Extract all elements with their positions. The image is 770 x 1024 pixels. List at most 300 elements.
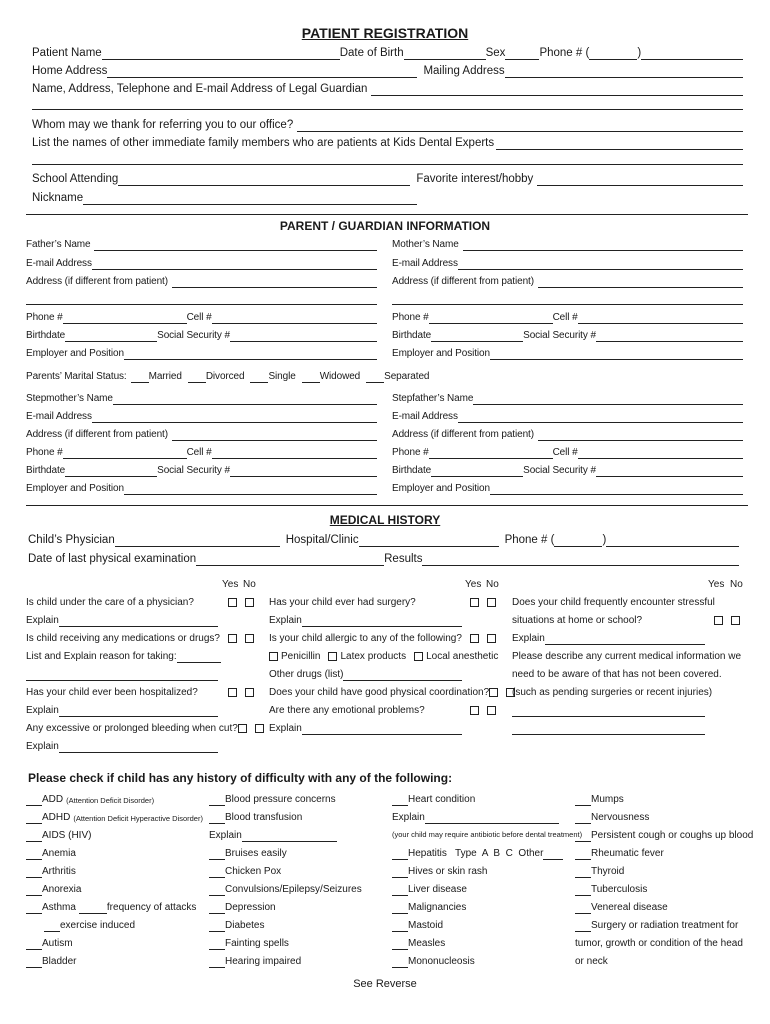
condition-checkline[interactable] bbox=[392, 866, 408, 878]
checkbox-no[interactable] bbox=[255, 724, 264, 733]
q-coordination-label: Does your child have good physical coordination? bbox=[269, 687, 490, 698]
stepmother-name-row bbox=[26, 392, 377, 405]
condition-label: exercise induced bbox=[60, 920, 136, 931]
father-email-field[interactable] bbox=[92, 258, 377, 270]
guardian-field[interactable] bbox=[371, 84, 743, 96]
condition-measles bbox=[392, 937, 445, 950]
guardian-label: Name, Address, Telephone and E-mail Address of Legal Guardian bbox=[32, 83, 368, 95]
condition-add bbox=[26, 793, 154, 806]
mother-email-label: E-mail Address bbox=[392, 258, 458, 269]
checkbox-yes[interactable] bbox=[489, 688, 498, 697]
patient-name-label: Patient Name bbox=[32, 47, 102, 59]
checkbox-no[interactable] bbox=[245, 598, 254, 607]
q-hospitalized-label: Has your child ever been hospitalized? bbox=[26, 687, 198, 698]
father-ssn-label: Social Security # bbox=[157, 330, 230, 341]
widowed-label: Widowed bbox=[319, 371, 361, 382]
hobby-label: Favorite interest/hobby bbox=[416, 173, 534, 185]
school-label: School Attending bbox=[32, 173, 119, 185]
checkbox-no[interactable] bbox=[245, 634, 254, 643]
hospital-label: Hospital/Clinic bbox=[285, 534, 359, 546]
father-birthdate-field[interactable] bbox=[65, 330, 157, 342]
referral-field[interactable] bbox=[297, 120, 743, 132]
anesthetic-checkbox[interactable] bbox=[414, 652, 423, 661]
physician-field[interactable] bbox=[115, 535, 280, 547]
patient-row-5 bbox=[32, 136, 743, 150]
condition-checkline[interactable] bbox=[575, 866, 591, 878]
father-name-field[interactable] bbox=[94, 239, 377, 251]
stepmother-ssn-field[interactable] bbox=[230, 465, 377, 477]
condition-checkline[interactable] bbox=[26, 956, 42, 968]
checkbox-no[interactable] bbox=[487, 706, 496, 715]
antibiotic-note-row bbox=[392, 829, 582, 840]
condition-checkline[interactable] bbox=[209, 866, 225, 878]
results-field[interactable] bbox=[422, 554, 739, 566]
married-label: Married bbox=[148, 371, 182, 382]
condition-venereal bbox=[575, 901, 668, 914]
condition-label: Chicken Pox bbox=[225, 866, 282, 877]
condition-cough bbox=[575, 829, 753, 842]
marital-status-row bbox=[26, 370, 429, 383]
condition-label: Bladder bbox=[42, 956, 77, 967]
widowed-field[interactable] bbox=[302, 371, 320, 383]
exam-row bbox=[28, 552, 739, 566]
condition-label: Mumps bbox=[591, 794, 624, 805]
medications-reason-row bbox=[26, 650, 221, 663]
parent-section-heading: PARENT / GUARDIAN INFORMATION bbox=[279, 219, 491, 233]
condition-label: Surgery or radiation treatment for bbox=[591, 920, 739, 931]
condition-checkline[interactable] bbox=[392, 956, 408, 968]
mailing-address-field[interactable] bbox=[505, 66, 743, 78]
conditions-heading: Please check if child has any history of difficulty with any of the following: bbox=[28, 771, 453, 785]
condition-autism bbox=[26, 937, 73, 950]
patient-row-7 bbox=[32, 191, 417, 205]
condition-label: Blood transfusion bbox=[225, 812, 303, 823]
phone-area-field[interactable] bbox=[589, 48, 637, 60]
sex-field[interactable] bbox=[505, 48, 539, 60]
condition-label: Venereal disease bbox=[591, 902, 668, 913]
medical-phone-label: Phone # ( bbox=[504, 534, 555, 546]
family-field[interactable] bbox=[496, 138, 743, 150]
checkbox-yes[interactable] bbox=[228, 688, 237, 697]
stepmother-birthdate-label: Birthdate bbox=[26, 465, 66, 476]
last-exam-label: Date of last physical examination bbox=[28, 553, 197, 565]
stepmother-email-label: E-mail Address bbox=[26, 411, 92, 422]
mother-address-field[interactable] bbox=[538, 276, 743, 288]
stepfather-employer-row bbox=[392, 482, 743, 495]
condition-hepatitis bbox=[392, 847, 563, 860]
checkbox-yes[interactable] bbox=[238, 724, 247, 733]
mother-email-field[interactable] bbox=[458, 258, 743, 270]
hepatitis-other-field[interactable] bbox=[543, 848, 563, 860]
patient-row-4 bbox=[32, 118, 743, 132]
checkbox-yes[interactable] bbox=[228, 634, 237, 643]
antibiotic-note: (your child may require antibiotic before dental treatment) bbox=[392, 830, 583, 839]
explain-field[interactable] bbox=[59, 741, 218, 753]
medications-reason-field-2[interactable] bbox=[26, 680, 218, 681]
single-field[interactable] bbox=[250, 371, 268, 383]
condition-label: Mononucleosis bbox=[408, 956, 475, 967]
condition-mastoid bbox=[392, 919, 443, 932]
dob-field[interactable] bbox=[404, 48, 486, 60]
patient-name-field[interactable] bbox=[102, 48, 340, 60]
condition-aids bbox=[26, 829, 91, 842]
condition-heart bbox=[392, 793, 475, 806]
mother-cell-label: Cell # bbox=[552, 312, 578, 323]
stepfather-name-label: Stepfather’s Name bbox=[392, 393, 474, 404]
surgery-radiation-line-2: tumor, growth or condition of the head bbox=[575, 938, 743, 949]
referral-label: Whom may we thank for referring you to our office? bbox=[32, 119, 294, 131]
explain-field[interactable] bbox=[545, 633, 705, 645]
home-address-field[interactable] bbox=[107, 66, 417, 78]
stepmother-address-field[interactable] bbox=[172, 429, 377, 441]
q-emotional-label: Are there any emotional problems? bbox=[269, 705, 425, 716]
physician-row bbox=[28, 533, 739, 547]
condition-label: Hearing impaired bbox=[225, 956, 302, 967]
condition-hearing bbox=[209, 955, 301, 968]
sex-label: Sex bbox=[485, 47, 506, 59]
stepmother-employer-label: Employer and Position bbox=[26, 483, 124, 494]
father-name-row bbox=[26, 238, 377, 251]
father-address-row bbox=[26, 275, 377, 288]
stepfather-email-label: E-mail Address bbox=[392, 411, 458, 422]
q-under-care-label: Is child under the care of a physician? bbox=[26, 597, 194, 608]
mother-address-field-2[interactable] bbox=[392, 304, 743, 305]
stepfather-employer-field[interactable] bbox=[490, 483, 743, 495]
explain-field[interactable] bbox=[242, 830, 337, 842]
condition-transfusion bbox=[209, 811, 302, 824]
checkbox-no[interactable] bbox=[731, 616, 740, 625]
condition-checkline[interactable] bbox=[392, 884, 408, 896]
q-stress-line-1 bbox=[512, 596, 715, 609]
section-divider bbox=[26, 214, 748, 215]
condition-hives bbox=[392, 865, 487, 878]
checkbox-yes[interactable] bbox=[228, 598, 237, 607]
condition-label: Fainting spells bbox=[225, 938, 289, 949]
nickname-label: Nickname bbox=[32, 192, 84, 204]
condition-checkline[interactable] bbox=[26, 938, 42, 950]
family-field-2[interactable] bbox=[32, 164, 743, 165]
condition-label: Anorexia bbox=[42, 884, 82, 895]
father-name-label: Father’s Name bbox=[26, 239, 91, 250]
guardian-field-2[interactable] bbox=[32, 109, 743, 110]
checkbox-yes[interactable] bbox=[470, 706, 479, 715]
q-stress-line-2 bbox=[512, 614, 740, 627]
hospital-field[interactable] bbox=[359, 535, 499, 547]
stepmother-cell-field[interactable] bbox=[212, 447, 377, 459]
explain-label: Explain bbox=[269, 723, 302, 734]
dob-label: Date of Birth bbox=[339, 47, 404, 59]
q-stress-label: Does your child frequently encounter stressful bbox=[512, 597, 715, 608]
condition-checkline[interactable] bbox=[26, 866, 42, 878]
surgery-radiation-line-3: or neck bbox=[575, 956, 608, 967]
condition-checkline[interactable] bbox=[392, 920, 408, 932]
condition-label: Rheumatic fever bbox=[591, 848, 664, 859]
father-ssn-field[interactable] bbox=[230, 330, 377, 342]
results-label: Results bbox=[384, 553, 423, 565]
condition-blood-pressure bbox=[209, 793, 336, 806]
q-bleeding bbox=[26, 722, 254, 735]
explain-row bbox=[269, 614, 462, 627]
condition-checkline[interactable] bbox=[392, 794, 408, 806]
condition-checkline[interactable] bbox=[575, 902, 591, 914]
father-cell-label: Cell # bbox=[186, 312, 212, 323]
patient-row-3 bbox=[32, 82, 743, 96]
divorced-label: Divorced bbox=[205, 371, 245, 382]
stepmother-phone-field[interactable] bbox=[63, 447, 187, 459]
stepmother-birthdate-field[interactable] bbox=[65, 465, 157, 477]
condition-label: Tuberculosis bbox=[591, 884, 648, 895]
condition-checkline[interactable] bbox=[209, 812, 225, 824]
explain-label: Explain bbox=[209, 830, 242, 841]
condition-checkline[interactable] bbox=[575, 830, 591, 842]
mother-address-row bbox=[392, 275, 743, 288]
q-bleeding-label: Any excessive or prolonged bleeding when cut? bbox=[26, 723, 238, 734]
condition-checkline[interactable] bbox=[26, 794, 42, 806]
explain-row bbox=[512, 632, 705, 645]
checkbox-no[interactable] bbox=[245, 688, 254, 697]
current-info-line-3: (such as pending surgeries or recent injuries) bbox=[512, 687, 713, 698]
explain-label: Explain bbox=[26, 615, 59, 626]
father-employer-label: Employer and Position bbox=[26, 348, 124, 359]
condition-checkline[interactable] bbox=[392, 938, 408, 950]
condition-checkline[interactable] bbox=[209, 794, 225, 806]
father-address-field-2[interactable] bbox=[26, 304, 377, 305]
stepfather-birthdate-field[interactable] bbox=[431, 465, 523, 477]
yes-header: Yes bbox=[222, 579, 239, 590]
latex-checkbox[interactable] bbox=[328, 652, 337, 661]
stepfather-phone-label: Phone # bbox=[392, 447, 429, 458]
checkbox-yes[interactable] bbox=[470, 598, 479, 607]
q-allergic bbox=[269, 632, 496, 645]
condition-label: Heart condition bbox=[408, 794, 476, 805]
condition-exercise-induced bbox=[44, 919, 135, 932]
medical-phone-close: ) bbox=[602, 534, 607, 546]
condition-bladder bbox=[26, 955, 76, 968]
other-drugs-row bbox=[269, 668, 462, 681]
condition-label: Depression bbox=[225, 902, 276, 913]
condition-mumps bbox=[575, 793, 624, 806]
explain-field[interactable] bbox=[302, 615, 462, 627]
condition-liver bbox=[392, 883, 467, 896]
separated-label: Separated bbox=[384, 371, 430, 382]
penicillin-checkbox[interactable] bbox=[269, 652, 278, 661]
checkbox-yes[interactable] bbox=[470, 634, 479, 643]
phone-close: ) bbox=[637, 47, 642, 59]
mother-ssn-field[interactable] bbox=[596, 330, 743, 342]
condition-checkline[interactable] bbox=[209, 920, 225, 932]
nickname-field[interactable] bbox=[83, 193, 417, 205]
stepfather-name-row bbox=[392, 392, 743, 405]
mother-name-field[interactable] bbox=[463, 239, 743, 251]
medical-phone-area-field[interactable] bbox=[554, 535, 602, 547]
q-stress-label-2: situations at home or school? bbox=[512, 615, 643, 626]
condition-checkline[interactable] bbox=[575, 884, 591, 896]
anesthetic-label: Local anesthetic bbox=[426, 651, 499, 662]
married-field[interactable] bbox=[131, 371, 149, 383]
separated-field[interactable] bbox=[366, 371, 384, 383]
mother-ssn-label: Social Security # bbox=[523, 330, 596, 341]
stepfather-cell-label: Cell # bbox=[552, 447, 578, 458]
condition-anorexia bbox=[26, 883, 81, 896]
no-header: No bbox=[730, 579, 743, 590]
phone-label: Phone # ( bbox=[539, 47, 590, 59]
condition-depression bbox=[209, 901, 276, 914]
family-label: List the names of other immediate family members who are patients at Kids Dental Experts bbox=[32, 137, 495, 149]
condition-checkline[interactable] bbox=[26, 830, 42, 842]
condition-mono bbox=[392, 955, 475, 968]
hobby-field[interactable] bbox=[537, 174, 743, 186]
mother-email-row bbox=[392, 257, 743, 270]
q-allergic-label: Is your child allergic to any of the following? bbox=[269, 633, 462, 644]
father-birth-row bbox=[26, 329, 377, 342]
stepmother-email-field[interactable] bbox=[92, 411, 377, 423]
mother-phone-field[interactable] bbox=[429, 312, 553, 324]
q-surgery bbox=[269, 596, 496, 609]
stepmother-name-field[interactable] bbox=[113, 393, 377, 405]
stepfather-address-label: Address (if different from patient) bbox=[392, 429, 534, 440]
medications-reason-field[interactable] bbox=[177, 651, 221, 663]
condition-thyroid bbox=[575, 865, 624, 878]
condition-label: AIDS (HIV) bbox=[42, 830, 92, 841]
current-info-field-2[interactable] bbox=[512, 734, 705, 735]
checkbox-no[interactable] bbox=[487, 634, 496, 643]
condition-checkline[interactable] bbox=[26, 902, 42, 914]
father-phone-field[interactable] bbox=[63, 312, 187, 324]
condition-bruises bbox=[209, 847, 287, 860]
other-drugs-field[interactable] bbox=[343, 669, 462, 681]
stepmother-address-row bbox=[26, 428, 377, 441]
condition-label: Mastoid bbox=[408, 920, 444, 931]
checkbox-yes[interactable] bbox=[714, 616, 723, 625]
current-info-line-1: Please describe any current medical information we bbox=[512, 651, 741, 662]
marital-status-label: Parents’ Marital Status: bbox=[26, 371, 127, 382]
stepmother-name-label: Stepmother’s Name bbox=[26, 393, 113, 404]
father-birthdate-label: Birthdate bbox=[26, 330, 66, 341]
mailing-address-label: Mailing Address bbox=[423, 65, 505, 77]
condition-note: (Attention Deficit Hyperactive Disorder) bbox=[73, 814, 203, 823]
condition-label: Hives or skin rash bbox=[408, 866, 488, 877]
stepfather-phone-row bbox=[392, 446, 743, 459]
patient-row-1 bbox=[32, 46, 743, 60]
explain-field[interactable] bbox=[302, 723, 462, 735]
condition-tb bbox=[575, 883, 647, 896]
mother-employer-label: Employer and Position bbox=[392, 348, 490, 359]
condition-checkline[interactable] bbox=[26, 848, 42, 860]
condition-checkline[interactable] bbox=[209, 938, 225, 950]
condition-checkline[interactable] bbox=[209, 902, 225, 914]
condition-malignancies bbox=[392, 901, 466, 914]
stepmother-cell-label: Cell # bbox=[186, 447, 212, 458]
asthma-frequency-field[interactable] bbox=[79, 902, 107, 914]
father-email-label: E-mail Address bbox=[26, 258, 92, 269]
condition-checkline[interactable] bbox=[575, 848, 591, 860]
heart-explain-row bbox=[392, 811, 559, 824]
explain-label: Explain bbox=[512, 633, 545, 644]
father-employer-field[interactable] bbox=[124, 348, 377, 360]
condition-chicken-pox bbox=[209, 865, 281, 878]
father-phone-row bbox=[26, 311, 377, 324]
stepfather-email-field[interactable] bbox=[458, 411, 743, 423]
stepmother-employer-field[interactable] bbox=[124, 483, 377, 495]
condition-checkline[interactable] bbox=[209, 848, 225, 860]
condition-checkline[interactable] bbox=[392, 848, 408, 860]
see-reverse-note: See Reverse bbox=[353, 978, 417, 990]
stepfather-phone-field[interactable] bbox=[429, 447, 553, 459]
patient-row-2 bbox=[32, 64, 743, 78]
q-emotional bbox=[269, 704, 496, 717]
condition-checkline[interactable] bbox=[44, 920, 60, 932]
stepfather-cell-field[interactable] bbox=[578, 447, 743, 459]
condition-label: ADD bbox=[42, 794, 64, 805]
checkbox-no[interactable] bbox=[487, 598, 496, 607]
phone-field[interactable] bbox=[641, 48, 743, 60]
condition-checkline[interactable] bbox=[575, 794, 591, 806]
condition-checkline[interactable] bbox=[209, 956, 225, 968]
q-medications bbox=[26, 632, 254, 645]
mother-birth-row bbox=[392, 329, 743, 342]
condition-adhd bbox=[26, 811, 203, 824]
stepfather-address-row bbox=[392, 428, 743, 441]
condition-label: Bruises easily bbox=[225, 848, 287, 859]
mother-phone-label: Phone # bbox=[392, 312, 429, 323]
condition-checkline[interactable] bbox=[26, 884, 42, 896]
explain-label: Explain bbox=[392, 812, 425, 823]
explain-field[interactable] bbox=[425, 812, 559, 824]
divorced-field[interactable] bbox=[188, 371, 206, 383]
stepfather-ssn-label: Social Security # bbox=[523, 465, 596, 476]
condition-label: Autism bbox=[42, 938, 73, 949]
stepmother-phone-label: Phone # bbox=[26, 447, 63, 458]
stepmother-employer-row bbox=[26, 482, 377, 495]
school-field[interactable] bbox=[118, 174, 410, 186]
mother-birthdate-field[interactable] bbox=[431, 330, 523, 342]
condition-checkline[interactable] bbox=[26, 812, 42, 824]
mother-cell-field[interactable] bbox=[578, 312, 743, 324]
condition-checkline[interactable] bbox=[209, 884, 225, 896]
condition-checkline[interactable] bbox=[575, 920, 591, 932]
mother-employer-field[interactable] bbox=[490, 348, 743, 360]
condition-checkline[interactable] bbox=[392, 902, 408, 914]
stepfather-ssn-field[interactable] bbox=[596, 465, 743, 477]
father-address-field[interactable] bbox=[172, 276, 377, 288]
condition-label: Liver disease bbox=[408, 884, 467, 895]
explain-row bbox=[26, 740, 218, 753]
condition-label: Diabetes bbox=[225, 920, 265, 931]
condition-diabetes bbox=[209, 919, 264, 932]
physician-label: Child’s Physician bbox=[28, 534, 115, 546]
condition-checkline[interactable] bbox=[575, 812, 591, 824]
explain-field[interactable] bbox=[59, 705, 218, 717]
stepfather-name-field[interactable] bbox=[473, 393, 743, 405]
medical-phone-field[interactable] bbox=[606, 535, 739, 547]
stepfather-address-field[interactable] bbox=[538, 429, 743, 441]
father-employer-row bbox=[26, 347, 377, 360]
explain-label: Explain bbox=[269, 615, 302, 626]
condition-anemia bbox=[26, 847, 76, 860]
mother-address-label: Address (if different from patient) bbox=[392, 276, 534, 287]
last-exam-field[interactable] bbox=[196, 554, 384, 566]
condition-asthma bbox=[26, 901, 196, 914]
explain-row bbox=[26, 704, 218, 717]
stepfather-birthdate-label: Birthdate bbox=[392, 465, 432, 476]
condition-label: ADHD bbox=[42, 812, 71, 823]
mother-name-row bbox=[392, 238, 743, 251]
current-info-field-1[interactable] bbox=[512, 716, 705, 717]
condition-convulsions bbox=[209, 883, 362, 896]
explain-field[interactable] bbox=[59, 615, 218, 627]
explain-label: Explain bbox=[26, 705, 59, 716]
father-cell-field[interactable] bbox=[212, 312, 377, 324]
